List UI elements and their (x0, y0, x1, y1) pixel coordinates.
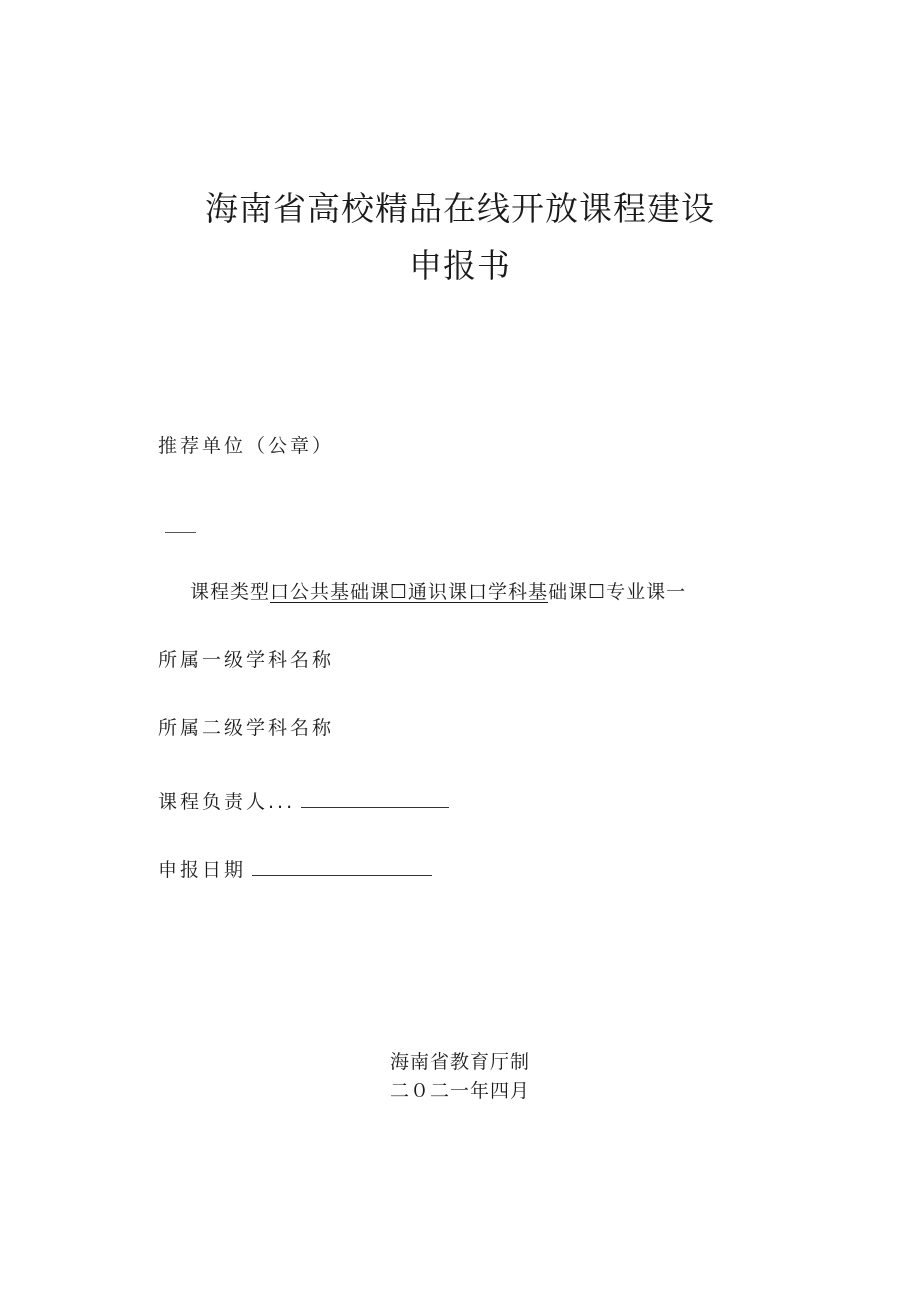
application-date-label: 申报日期 (158, 859, 247, 881)
course-type-row (190, 580, 686, 604)
application-date-blank-line[interactable] (252, 857, 432, 876)
issuer-label: 海南省教育厅制 (389, 1051, 530, 1073)
document-subtitle: 申报书 (409, 246, 511, 285)
course-leader-blank-line[interactable] (301, 789, 449, 808)
application-date-row (158, 857, 432, 882)
course-type-options-underlined: 口公共基础课☐通识课口学科基 (270, 581, 549, 603)
course-leader-row (158, 789, 449, 814)
recommending-unit-label: 推荐单位（公章） (158, 435, 335, 457)
short-divider (165, 532, 196, 533)
secondary-discipline-label: 所属二级学科名称 (158, 717, 335, 739)
primary-discipline-label: 所属一级学科名称 (158, 649, 335, 671)
document-title: 海南省高校精品在线开放课程建设 (205, 189, 715, 228)
issue-date-label: 二０二一年四月 (389, 1080, 530, 1102)
course-leader-label: 课程负责人... (158, 791, 296, 813)
course-type-label: 课程类型 (190, 581, 271, 603)
course-type-options-rest: 础课☐专业课一 (548, 581, 687, 603)
